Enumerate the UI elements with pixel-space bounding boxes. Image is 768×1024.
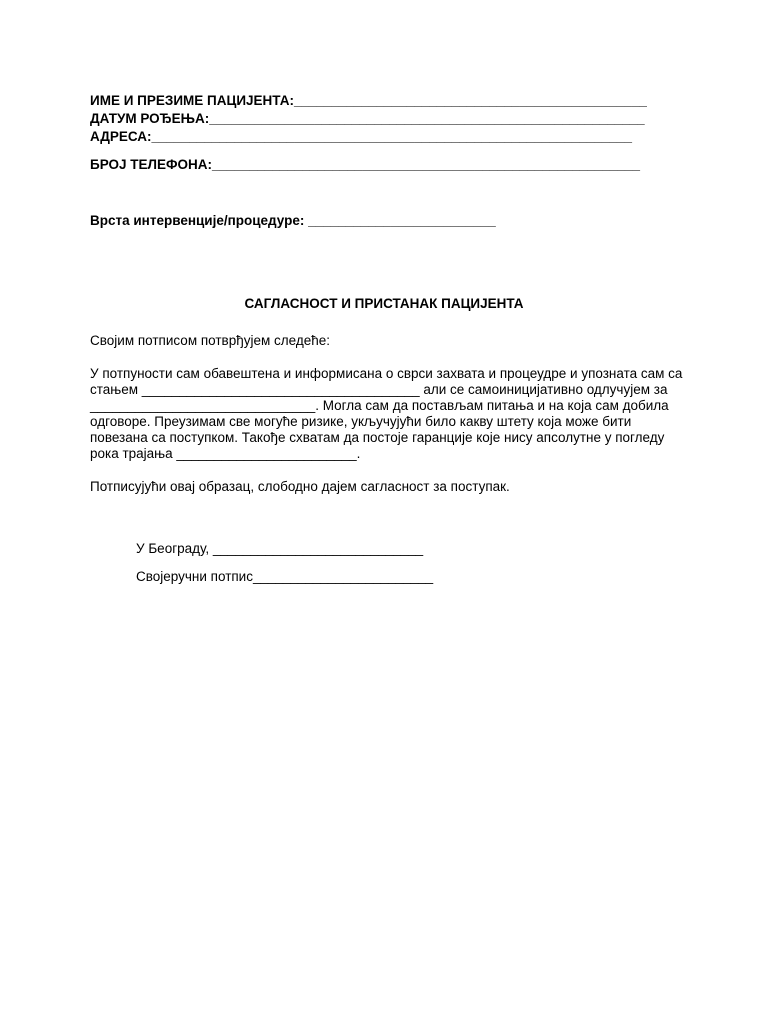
- birth-date-field: ДАТУМ РОЂЕЊА:__________________________________________________________: [90, 111, 645, 126]
- paragraph-line-6: рока трајања ________________________.: [90, 446, 361, 461]
- paragraph-line-4: одговоре. Преузимам све могуће ризике, укључујући било какву штету која може бити: [90, 414, 632, 429]
- patient-name-field: ИМЕ И ПРЕЗИМЕ ПАЦИЈЕНТА:_______________________________________________: [90, 93, 647, 108]
- place-date-line: У Београду, ____________________________: [136, 541, 424, 556]
- paragraph-line-3: ______________________________. Могла сам да постављам питања и на која сам добила: [90, 398, 669, 413]
- intro-text: Својим потписом потврђујем следеће:: [90, 333, 331, 348]
- phone-field: БРОЈ ТЕЛЕФОНА:_________________________________________________________: [90, 157, 640, 172]
- signature-line: Својеручни потпис________________________: [136, 569, 434, 584]
- consent-statement: Потписујући овај образац, слободно дајем сагласност за поступак.: [90, 479, 510, 494]
- paragraph-line-5: повезана са поступком. Такође схватам да постоје гаранције које нису апсолутне у погледу: [90, 430, 665, 445]
- intervention-field: Врста интервенције/процедуре: _________________________: [90, 213, 496, 228]
- document-title: САГЛАСНОСТ И ПРИСТАНАК ПАЦИЈЕНТА: [244, 296, 524, 311]
- paragraph-line-1: У потпуности сам обавештена и информисана о сврси захвата и процеудре и упозната сам са: [90, 366, 683, 381]
- paragraph-line-2: стањем _____________________________________ али се самоиницијативно одлучујем за: [90, 382, 668, 397]
- address-field: АДРЕСА:________________________________________________________________: [90, 129, 633, 144]
